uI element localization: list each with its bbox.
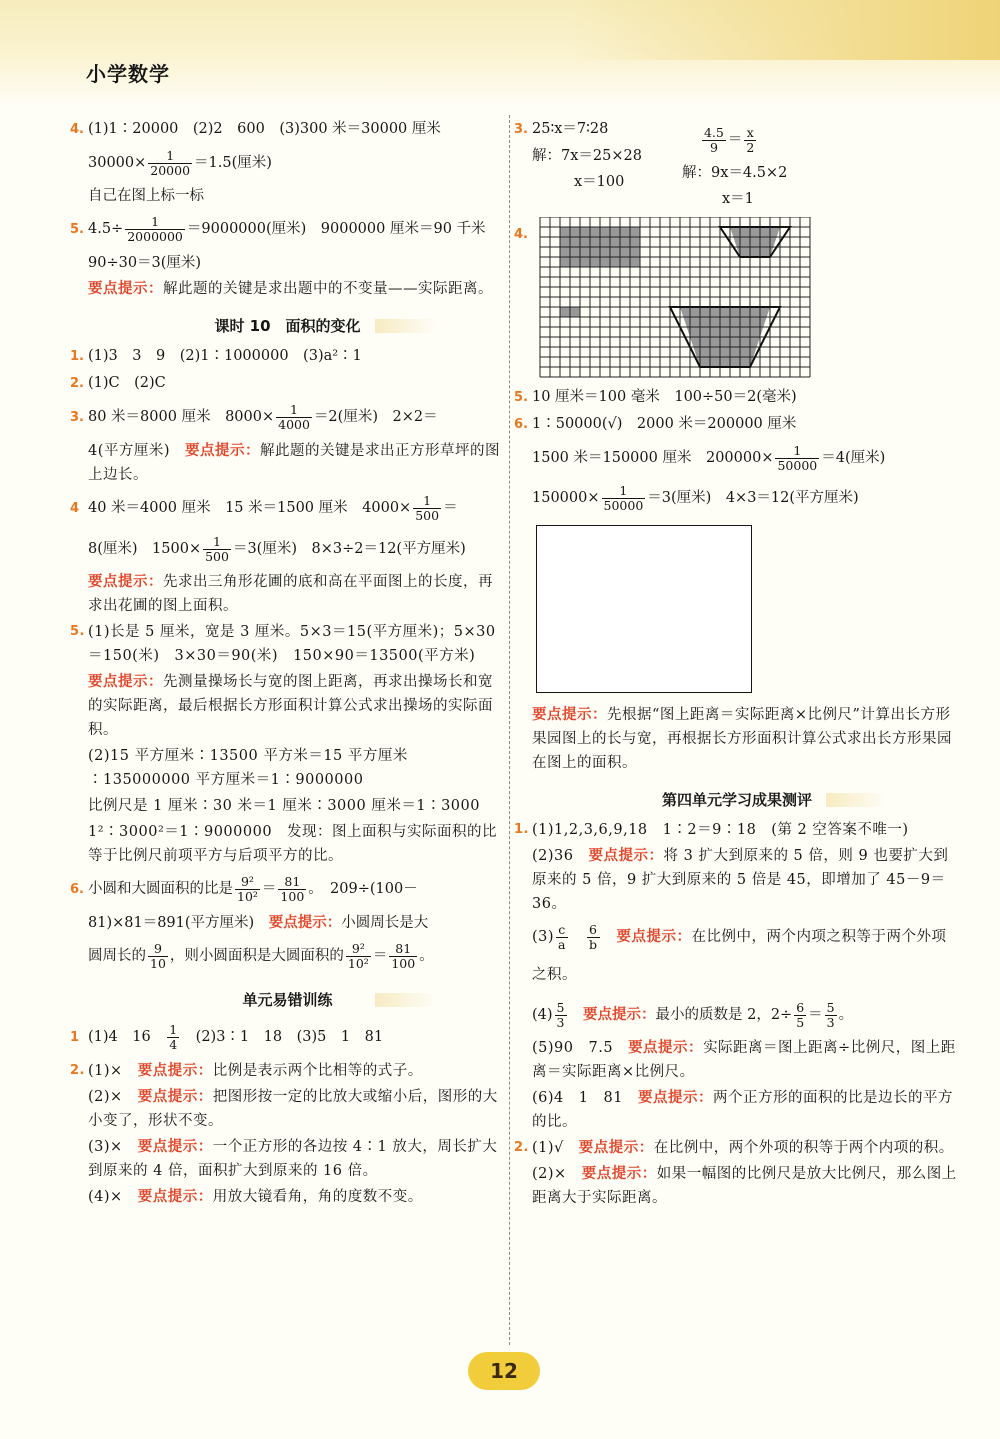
proportion-solutions <box>514 115 960 213</box>
answer-line: (6)4 1 81 要点提示：两个正方形的面积的比是边长的平方的比。 <box>532 1090 953 1130</box>
answer-line: 1 (1)4 16 $\frac{1}{4}$ (2)3∶1 18 (3)5 1 81 <box>70 1018 505 1057</box>
answer-line: (2)× 要点提示：如果一幅图的比例尺是放大比例尺，那么图上距离大于实际距离。 <box>532 1166 957 1206</box>
right-column <box>514 115 960 1212</box>
fraction: $\frac{1}{2000000}$ <box>127 213 183 244</box>
answer-line: (4)× 要点提示：用放大镜看角，角的度数不变。 <box>88 1189 423 1205</box>
answer-line: 4 40 米＝4000 厘米 15 米＝1500 厘米 4000× $\frac{1}{500}$ ＝ <box>70 489 505 528</box>
hint-label: 要点提示： <box>532 707 607 723</box>
question-number: 1 <box>70 1030 80 1045</box>
answer-line: (2)15 平方厘米∶13500 平方米＝15 平方厘米∶135000000 平方厘米＝1∶9000000 <box>88 748 408 788</box>
hint-label: 要点提示： <box>268 915 342 931</box>
fraction: $\frac{1}{500}$ <box>205 533 229 564</box>
question-number: 3. <box>514 122 528 137</box>
answer-line: (5)90 7.5 要点提示：实际距离＝图上距离÷比例尺，图上距离＝实际距离×比例尺。 <box>532 1040 956 1080</box>
question-number: 2. <box>70 1063 85 1078</box>
answer-line: 4. (1)1∶20000 (2)2 600 (3)300 米＝30000 厘米 <box>70 117 505 142</box>
hint-label: 要点提示： <box>137 1089 213 1105</box>
answer-line: 81)×81＝891(平方厘米) 要点提示：小圆周长是大 <box>88 915 429 931</box>
question-number: 6. <box>70 882 84 897</box>
answer-line: (2)× 要点提示：把图形按一定的比放大或缩小后，图形的大小变了，形状不变。 <box>88 1089 498 1129</box>
proportion-left: 3. 25∶x＝7∶28 解：7x＝25×28 x＝100 <box>514 115 642 213</box>
question-number: 4. <box>70 122 84 137</box>
fraction: $\frac{9}{10}$ <box>150 940 166 971</box>
answer-line: 1. (1)1,2,3,6,9,18 1∶2＝9∶18 (第 2 空答案不唯一) <box>514 818 960 842</box>
answer-line: 圆周长的 $\frac{9}{10}$ ，则小圆面积是大圆面积的 $\frac{\text{9²}}{\text{10²}}$ ＝ $\frac{81}{100}$ 。 <box>88 940 434 971</box>
question-number: 5. <box>70 624 85 639</box>
question-number: 2. <box>514 1140 529 1155</box>
fraction: $\frac{1}{4}$ <box>169 1021 178 1052</box>
hint-line: 要点提示：先测量操场长与宽的图上距离，再求出操场长和宽的实际距离，最后根据长方形面积计算公式求出操场的实际面积。 <box>88 674 493 738</box>
fraction: $\frac{\text{9²}}{\text{10²}}$ <box>237 873 258 904</box>
hint-label: 要点提示： <box>88 281 163 297</box>
fraction: $\frac{6}{b}$ <box>589 921 598 952</box>
question-number: 6. <box>514 417 528 432</box>
orchard-rectangle-drawing <box>536 525 752 693</box>
hint-label: 要点提示： <box>637 1090 713 1106</box>
square-grid-figure <box>532 217 812 381</box>
answer-line: 2. (1)C (2)C <box>70 371 505 396</box>
answer-line: 5. (1)长是 5 厘米，宽是 3 厘米。5×3＝15(平方厘米)；5×30＝150(米) 3×30＝90(米) 150×90＝13500(平方米) <box>70 620 505 668</box>
question-number: 1. <box>514 822 529 837</box>
fraction: $\frac{5}{3}$ <box>556 999 565 1030</box>
question-number: 4. <box>514 227 528 242</box>
question-number: 5. <box>514 390 528 405</box>
answer-line: 1²∶3000²＝1∶9000000 发现：图上面积与实际面积的比等于比例尺前项平方与后项平方的比。 <box>88 824 498 864</box>
hint-label: 要点提示： <box>137 1189 213 1205</box>
answer-line: 2. (1)√ 要点提示：在比例中，两个外项的积等于两个内项的积。 <box>514 1136 960 1160</box>
hint-label: 要点提示： <box>185 443 261 459</box>
answer-line: (3) $\frac{c}{a}$ $\frac{6}{b}$ 要点提示：在比例中，两个内项之积等于两个外项之积。 <box>532 921 947 983</box>
fraction: $\frac{6}{5}$ <box>796 999 805 1030</box>
fraction: $\frac{4.5}{9}$ <box>703 124 724 155</box>
left-column <box>70 115 505 1211</box>
question-number: 3. <box>70 410 84 425</box>
hint-label: 要点提示： <box>137 1063 213 1079</box>
fraction: $\frac{1}{50000}$ <box>777 442 818 473</box>
fraction: $\frac{\text{9²}}{\text{10²}}$ <box>347 940 369 971</box>
fraction: $\frac{81}{100}$ <box>391 940 416 971</box>
hint-label: 要点提示： <box>578 1140 654 1156</box>
fraction: $\frac{1}{4000}$ <box>278 401 310 432</box>
header-band <box>0 0 1000 105</box>
hint-line: 要点提示：先求出三角形花圃的底和高在平面图上的长度，再求出花圃的图上面积。 <box>88 574 493 614</box>
answer-line: 150000× $\frac{1}{50000}$ ＝3(厘米) 4×3＝12(平方厘米) <box>532 482 859 513</box>
question-number: 5. <box>70 222 84 237</box>
proportion-right: $\frac{4.5}{9}$ ＝ $\frac{x}{2}$ 解：9x＝4.5×2 x＝1 <box>681 124 788 207</box>
section-title: 课时 10 面积的变化 <box>70 315 505 336</box>
answer-line: 1500 米＝150000 厘米 200000× $\frac{1}{50000}$ ＝4(厘米) <box>532 442 886 473</box>
hint-label: 要点提示： <box>616 929 692 945</box>
fraction: $\frac{1}{500}$ <box>415 492 440 523</box>
question-number: 2. <box>70 376 84 391</box>
hint-label: 要点提示： <box>88 574 163 590</box>
fraction: $\frac{1}{50000}$ <box>603 482 644 513</box>
answer-line: 6. 1∶50000(√) 2000 米＝200000 厘米 <box>514 412 960 437</box>
question-number: 4 <box>70 501 80 516</box>
hint-label: 要点提示： <box>583 1007 656 1023</box>
hint-line: 要点提示：解此题的关键是求出题中的不变量——实际距离。 <box>88 281 493 297</box>
hint-label: 要点提示： <box>88 674 163 690</box>
answer-line: 6. 小圆和大圆面积的比是 $\frac{\text{9²}}{\text{10²}}$ ＝ $\frac{81}{100}$ 。 209÷(100－ <box>70 870 505 909</box>
answer-line: 90÷30＝3(厘米) <box>88 255 202 271</box>
grid-lines <box>540 217 810 377</box>
answer-line: 2. (1)× 要点提示：比例是表示两个比相等的式子。 <box>70 1059 505 1083</box>
fraction: $\frac{c}{a}$ <box>558 921 566 952</box>
answer-line: 30000× $\frac{1}{20000}$ ＝1.5(厘米) <box>88 147 272 178</box>
answer-line: (3)× 要点提示：一个正方形的各边按 4∶1 放大，周长扩大到原来的 4 倍，面积扩大到原来的 16 倍。 <box>88 1139 498 1179</box>
answer-line: 3. 80 米＝8000 厘米 8000× $\frac{1}{4000}$ ＝2(厘米) 2×2＝ <box>70 398 505 437</box>
answer-line: 比例尺是 1 厘米∶30 米＝1 厘米∶3000 厘米＝1∶3000 <box>88 798 480 814</box>
hint-label: 要点提示： <box>137 1139 213 1155</box>
page-header-title: 小学数学 <box>86 62 170 86</box>
answer-line: (2)36 要点提示：将 3 扩大到原来的 5 倍，则 9 也要扩大到原来的 5 倍，9 扩大到原来的 5 倍是 45，即增加了 45－9＝36。 <box>532 848 949 912</box>
grid-figure-row <box>514 217 960 381</box>
answer-line: 4(平方厘米) 要点提示：解此题的关键是求出正方形草坪的图上边长。 <box>88 443 501 483</box>
answer-line: 5. 10 厘米＝100 毫米 100÷50＝2(毫米) <box>514 385 960 410</box>
fraction: $\frac{5}{3}$ <box>826 999 835 1030</box>
fraction: $\frac{1}{20000}$ <box>150 147 191 178</box>
section-title: 第四单元学习成果测评 <box>514 789 960 810</box>
answer-line: 1. (1)3 3 9 (2)1∶1000000 (3)a²∶1 <box>70 344 505 369</box>
hint-label: 要点提示： <box>628 1040 704 1056</box>
section-title: 单元易错训练 <box>70 989 505 1010</box>
answer-line: 8(厘米) 1500× $\frac{1}{500}$ ＝3(厘米) 8×3÷2＝12(平方厘米) <box>88 533 466 564</box>
hint-line: 要点提示：先根据“图上距离＝实际距离×比例尺”计算出长方形果园图上的长与宽，再根据长方形面积计算公式求出长方形果园在图上的面积。 <box>532 707 952 771</box>
answer-line: 5. 4.5÷ $\frac{1}{2000000}$ ＝9000000(厘米) 9000000 厘米＝90 千米 <box>70 210 505 249</box>
hint-label: 要点提示： <box>588 848 664 864</box>
page-number-badge: 12 <box>468 1352 540 1390</box>
answer-line: (4) $\frac{5}{3}$ 要点提示：最小的质数是 2，2÷ $\frac{6}{5}$ ＝ $\frac{5}{3}$ 。 <box>532 999 854 1030</box>
fraction: $\frac{x}{2}$ <box>746 124 755 155</box>
question-number: 1. <box>70 349 84 364</box>
fraction: $\frac{81}{100}$ <box>280 873 305 904</box>
answer-line: 自己在图上标一标 <box>88 188 204 204</box>
hint-label: 要点提示： <box>581 1166 657 1182</box>
column-divider <box>509 115 510 1345</box>
